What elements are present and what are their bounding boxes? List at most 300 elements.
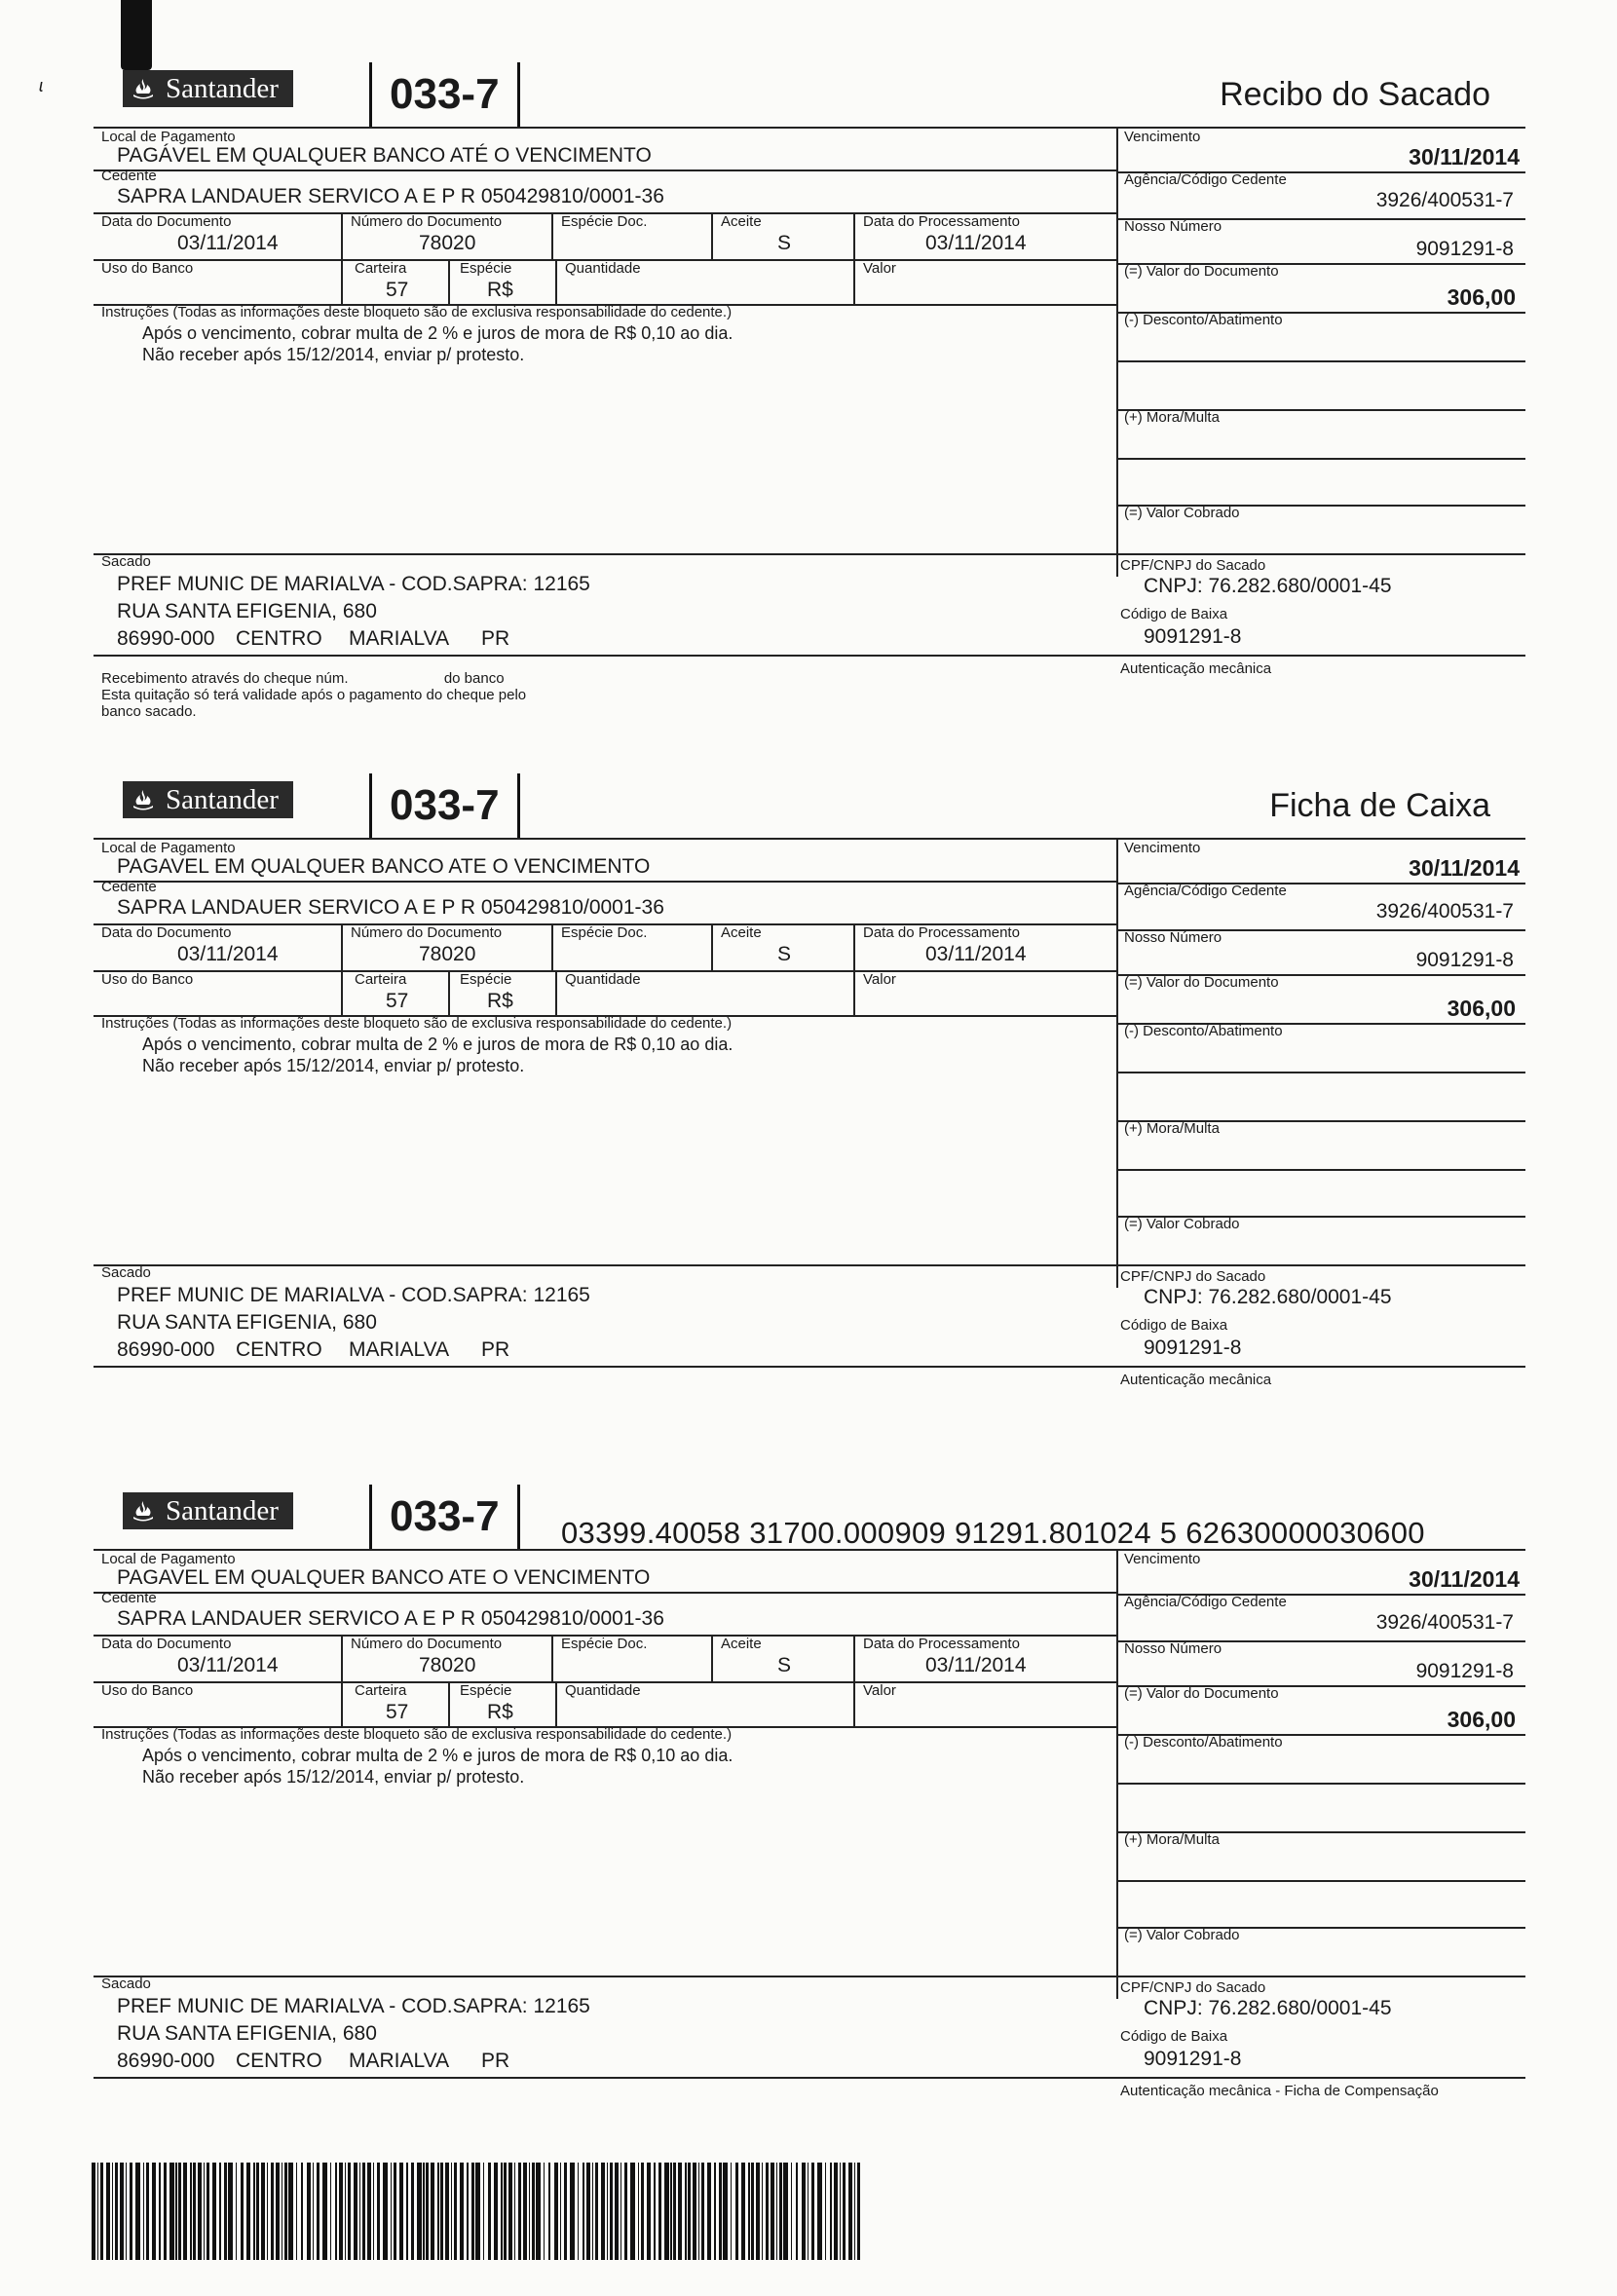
label-valor-documento: (=) Valor do Documento xyxy=(1124,263,1279,280)
barcode-bar xyxy=(383,2163,387,2260)
cedente: SAPRA LANDAUER SERVICO A E P R 050429810/0001-36 xyxy=(117,1607,664,1630)
label-local-pagamento: Local de Pagamento xyxy=(101,129,236,145)
barcode-bar xyxy=(748,2163,749,2260)
barcode-bar xyxy=(857,2163,860,2260)
data-documento: 03/11/2014 xyxy=(177,1654,279,1676)
barcode-bar xyxy=(766,2163,769,2260)
label-codigo-baixa: Código de Baixa xyxy=(1120,2028,1228,2045)
label-cpf-cnpj: CPF/CNPJ do Sacado xyxy=(1120,1268,1266,1285)
codigo-baixa: 9091291-8 xyxy=(1144,625,1242,648)
barcode-bar xyxy=(693,2163,696,2260)
barcode-bar xyxy=(664,2163,668,2260)
barcode-bar xyxy=(198,2163,202,2260)
barcode-bar xyxy=(658,2163,661,2260)
nosso-numero: 9091291-8 xyxy=(1415,1660,1514,1682)
barcode-bar xyxy=(296,2163,297,2260)
label-vencimento: Vencimento xyxy=(1124,840,1201,856)
barcode-bar xyxy=(224,2163,227,2260)
barcode-bar xyxy=(106,2163,110,2260)
label-aceite: Aceite xyxy=(721,1636,762,1652)
label-quantidade: Quantidade xyxy=(565,1682,641,1699)
barcode-bar xyxy=(236,2163,237,2260)
barcode-bar xyxy=(483,2163,484,2260)
barcode-bar xyxy=(159,2163,160,2260)
barcode-bar xyxy=(731,2163,732,2260)
slip-ficha-caixa xyxy=(94,770,1525,1388)
barcode-bar xyxy=(219,2163,220,2260)
barcode-bar xyxy=(685,2163,686,2260)
slip-body xyxy=(94,838,1525,1388)
sacado-uf: PR xyxy=(481,2050,510,2072)
nosso-numero: 9091291-8 xyxy=(1415,949,1514,971)
data-processamento: 03/11/2014 xyxy=(925,943,1027,965)
agencia-codigo: 3926/400531-7 xyxy=(1375,189,1514,211)
barcode-bar xyxy=(583,2163,585,2260)
barcode-bar xyxy=(564,2163,567,2260)
barcode-bar xyxy=(391,2163,392,2260)
barcode-bar xyxy=(241,2163,244,2260)
especie: R$ xyxy=(487,990,513,1012)
label-uso-banco: Uso do Banco xyxy=(101,971,194,988)
sacado-cep: 86990-000 xyxy=(117,627,215,650)
barcode-bar xyxy=(840,2163,841,2260)
sacado-nome: PREF MUNIC DE MARIALVA - COD.SAPRA: 12165 xyxy=(117,1284,590,1306)
vencimento: 30/11/2014 xyxy=(1409,144,1520,169)
label-aceite: Aceite xyxy=(721,924,762,941)
barcode-bar xyxy=(698,2163,699,2260)
cnpj: CNPJ: 76.282.680/0001-45 xyxy=(1144,575,1392,597)
cedente: SAPRA LANDAUER SERVICO A E P R 050429810/0001-36 xyxy=(117,896,664,919)
barcode-bar xyxy=(811,2163,814,2260)
barcode-bar xyxy=(529,2163,530,2260)
barcode-bar xyxy=(164,2163,167,2260)
barcode-bar xyxy=(451,2163,452,2260)
sacado-endereco: RUA SANTA EFIGENIA, 680 xyxy=(117,2022,377,2045)
label-especie: Espécie xyxy=(460,260,512,277)
sacado-nome: PREF MUNIC DE MARIALVA - COD.SAPRA: 12165 xyxy=(117,573,590,595)
barcode-bar xyxy=(825,2163,826,2260)
barcode-bar xyxy=(322,2163,326,2260)
barcode-bar xyxy=(204,2163,205,2260)
aceite: S xyxy=(777,1654,792,1676)
barcode-bar xyxy=(362,2163,365,2260)
barcode-bar xyxy=(751,2163,754,2260)
barcode-bar xyxy=(460,2163,464,2260)
logo-text: Santander xyxy=(166,73,279,104)
barcode-bar xyxy=(796,2163,799,2260)
label-valor-documento: (=) Valor do Documento xyxy=(1124,974,1279,991)
agencia-codigo: 3926/400531-7 xyxy=(1375,1611,1514,1634)
barcode-bar xyxy=(115,2163,118,2260)
barcode-bar xyxy=(670,2163,671,2260)
barcode-bar xyxy=(437,2163,438,2260)
label-cedente: Cedente xyxy=(101,879,157,895)
bank-code: 033-7 xyxy=(369,773,520,838)
barcode-bar xyxy=(246,2163,250,2260)
aceite: S xyxy=(777,232,792,254)
sacado-nome: PREF MUNIC DE MARIALVA - COD.SAPRA: 12165 xyxy=(117,1995,590,2017)
barcode-bar xyxy=(548,2163,551,2260)
slip-body xyxy=(94,1549,1525,2099)
barcode-bar xyxy=(330,2163,331,2260)
slip-title: Ficha de Caixa xyxy=(1269,787,1490,824)
barcode-bar xyxy=(638,2163,639,2260)
label-carteira: Carteira xyxy=(355,1682,407,1699)
numero-documento: 78020 xyxy=(419,232,476,254)
barcode-bar xyxy=(688,2163,691,2260)
barcode-bar xyxy=(130,2163,132,2260)
instrucao-multa: Após o vencimento, cobrar multa de 2 % e juros de mora de R$ 0,10 ao dia. xyxy=(142,1746,733,1765)
data-documento: 03/11/2014 xyxy=(177,232,279,254)
label-data-documento: Data do Documento xyxy=(101,213,232,230)
sacado-uf: PR xyxy=(481,1338,510,1361)
barcode-bar xyxy=(126,2163,127,2260)
label-data-documento: Data do Documento xyxy=(101,1636,232,1652)
carteira: 57 xyxy=(386,990,409,1012)
cnpj: CNPJ: 76.282.680/0001-45 xyxy=(1144,1286,1392,1308)
slip-header xyxy=(94,58,1525,127)
label-cedente: Cedente xyxy=(101,168,157,184)
barcode-bar xyxy=(271,2163,274,2260)
especie: R$ xyxy=(487,279,513,301)
barcode-bar xyxy=(630,2163,634,2260)
barcode-bar xyxy=(532,2163,535,2260)
barcode-bar xyxy=(454,2163,457,2260)
sacado-cidade: MARIALVA xyxy=(349,1338,450,1361)
barcode-bar xyxy=(830,2163,833,2260)
vencimento: 30/11/2014 xyxy=(1409,1566,1520,1592)
label-nosso-numero: Nosso Número xyxy=(1124,929,1222,946)
barcode-bar xyxy=(175,2163,176,2260)
barcode-bar xyxy=(771,2163,774,2260)
label-data-processamento: Data do Processamento xyxy=(863,924,1020,941)
label-desconto: (-) Desconto/Abatimento xyxy=(1124,1734,1283,1750)
barcode-bar xyxy=(120,2163,124,2260)
label-vencimento: Vencimento xyxy=(1124,129,1201,145)
local-pagamento: PAGAVEL EM QUALQUER BANCO ATE O VENCIMENTO xyxy=(117,1566,651,1589)
barcode-bar xyxy=(146,2163,149,2260)
barcode-bar xyxy=(256,2163,259,2260)
logo-text: Santander xyxy=(166,784,279,815)
label-carteira: Carteira xyxy=(355,971,407,988)
label-valor-cobrado: (=) Valor Cobrado xyxy=(1124,1927,1240,1943)
label-quantidade: Quantidade xyxy=(565,971,641,988)
label-codigo-baixa: Código de Baixa xyxy=(1120,1317,1228,1334)
valor-documento: 306,00 xyxy=(1447,284,1516,310)
barcode-bar xyxy=(354,2163,357,2260)
barcode-bar xyxy=(467,2163,468,2260)
slip-recibo-sacado xyxy=(94,58,1525,677)
label-sacado: Sacado xyxy=(101,553,151,570)
autenticacao-mecanica: Autenticação mecânica - Ficha de Compensação xyxy=(1120,2083,1439,2099)
label-local-pagamento: Local de Pagamento xyxy=(101,840,236,856)
logo-text: Santander xyxy=(166,1495,279,1526)
label-especie: Espécie xyxy=(460,971,512,988)
label-desconto: (-) Desconto/Abatimento xyxy=(1124,312,1283,328)
carteira: 57 xyxy=(386,279,409,301)
label-sacado: Sacado xyxy=(101,1264,151,1281)
label-valor: Valor xyxy=(863,971,896,988)
barcode-bar xyxy=(488,2163,491,2260)
barcode-bar xyxy=(183,2163,187,2260)
barcode-bar xyxy=(475,2163,479,2260)
label-cedente: Cedente xyxy=(101,1590,157,1606)
digitable-line: 03399.40058 31700.000909 91291.801024 5 62630000030600 xyxy=(561,1516,1425,1550)
barcode-bar xyxy=(288,2163,292,2260)
label-data-documento: Data do Documento xyxy=(101,924,232,941)
barcode-bar xyxy=(313,2163,314,2260)
barcode-bar xyxy=(193,2163,196,2260)
label-sacado: Sacado xyxy=(101,1976,151,1992)
barcode-bar xyxy=(411,2163,414,2260)
barcode-bar xyxy=(641,2163,644,2260)
barcode-bar xyxy=(471,2163,474,2260)
barcode-bar xyxy=(307,2163,311,2260)
data-processamento: 03/11/2014 xyxy=(925,1654,1027,1676)
barcode-bar xyxy=(802,2163,806,2260)
local-pagamento: PAGÁVEL EM QUALQUER BANCO ATÉ O VENCIMENTO xyxy=(117,144,652,167)
barcode-bar xyxy=(518,2163,521,2260)
receipt-note xyxy=(101,670,526,720)
barcode-bar xyxy=(570,2163,574,2260)
carteira: 57 xyxy=(386,1701,409,1723)
barcode-bar xyxy=(654,2163,655,2260)
label-uso-banco: Uso do Banco xyxy=(101,260,194,277)
cedente: SAPRA LANDAUER SERVICO A E P R 050429810/0001-36 xyxy=(117,185,664,207)
barcode-bar xyxy=(501,2163,502,2260)
barcode-bar xyxy=(843,2163,846,2260)
barcode-bar xyxy=(848,2163,852,2260)
barcode-bar xyxy=(284,2163,287,2260)
autenticacao-mecanica: Autenticação mecânica xyxy=(1120,660,1272,677)
label-mora-multa: (+) Mora/Multa xyxy=(1124,1120,1220,1137)
barcode-bar xyxy=(494,2163,498,2260)
label-codigo-baixa: Código de Baixa xyxy=(1120,606,1228,622)
sacado-endereco: RUA SANTA EFIGENIA, 680 xyxy=(117,600,377,622)
local-pagamento: PAGAVEL EM QUALQUER BANCO ATE O VENCIMENTO xyxy=(117,855,651,878)
scan-tick-mark: ɩ xyxy=(39,76,43,95)
codigo-baixa: 9091291-8 xyxy=(1144,2048,1242,2070)
sacado-uf: PR xyxy=(481,627,510,650)
sacado-cidade: MARIALVA xyxy=(349,627,450,650)
barcode-bar xyxy=(508,2163,512,2260)
barcode-bar xyxy=(377,2163,380,2260)
instrucao-multa: Após o vencimento, cobrar multa de 2 % e juros de mora de R$ 0,10 ao dia. xyxy=(142,323,733,343)
valor-documento: 306,00 xyxy=(1447,1707,1516,1732)
barcode-bar xyxy=(406,2163,407,2260)
barcode-bar xyxy=(426,2163,429,2260)
sacado-bairro: CENTRO xyxy=(236,2050,322,2072)
instrucao-protesto: Não receber após 15/12/2014, enviar p/ protesto. xyxy=(142,345,525,364)
barcode-bar xyxy=(834,2163,838,2260)
barcode-bar xyxy=(92,2163,95,2260)
barcode-bar xyxy=(615,2163,619,2260)
barcode-bar xyxy=(776,2163,777,2260)
slip-ficha-compensacao xyxy=(94,1481,1525,2099)
barcode-bar xyxy=(445,2163,449,2260)
santander-logo xyxy=(123,70,293,107)
barcode-bar xyxy=(592,2163,593,2260)
santander-flame-icon xyxy=(132,1500,155,1522)
label-especie: Espécie xyxy=(460,1682,512,1699)
barcode-bar xyxy=(317,2163,320,2260)
barcode-bar xyxy=(647,2163,651,2260)
label-aceite: Aceite xyxy=(721,213,762,230)
santander-flame-icon xyxy=(132,78,155,99)
barcode-bar xyxy=(228,2163,232,2260)
barcode-bar xyxy=(423,2163,424,2260)
barcode-bar xyxy=(719,2163,722,2260)
barcode-bar xyxy=(267,2163,268,2260)
santander-logo xyxy=(123,781,293,818)
label-agencia-codigo: Agência/Código Cedente xyxy=(1124,171,1287,188)
label-agencia-codigo: Agência/Código Cedente xyxy=(1124,1594,1287,1610)
sacado-cidade: MARIALVA xyxy=(349,2050,450,2072)
barcode-bar xyxy=(212,2163,216,2260)
label-data-processamento: Data do Processamento xyxy=(863,213,1020,230)
barcode-bar xyxy=(135,2163,139,2260)
barcode-bar xyxy=(701,2163,704,2260)
slip-header xyxy=(94,770,1525,838)
receipt-note-banco-sacado: banco sacado. xyxy=(101,703,197,720)
barcode-bar xyxy=(348,2163,351,2260)
codigo-baixa: 9091291-8 xyxy=(1144,1336,1242,1359)
barcode-bar xyxy=(431,2163,434,2260)
barcode-bar xyxy=(762,2163,763,2260)
label-numero-documento: Número do Documento xyxy=(351,924,503,941)
especie: R$ xyxy=(487,1701,513,1723)
receipt-note-validade: Esta quitação só terá validade após o pagamento do cheque pelo xyxy=(101,687,527,703)
barcode-bar xyxy=(783,2163,787,2260)
barcode-bar xyxy=(523,2163,527,2260)
agencia-codigo: 3926/400531-7 xyxy=(1375,900,1514,922)
barcode-bar xyxy=(723,2163,727,2260)
barcode-bar xyxy=(394,2163,396,2260)
santander-logo xyxy=(123,1492,293,1529)
cnpj: CNPJ: 76.282.680/0001-45 xyxy=(1144,1997,1392,2019)
label-mora-multa: (+) Mora/Multa xyxy=(1124,409,1220,426)
barcode-bar xyxy=(100,2163,103,2260)
numero-documento: 78020 xyxy=(419,943,476,965)
label-cpf-cnpj: CPF/CNPJ do Sacado xyxy=(1120,1979,1266,1996)
barcode-bar xyxy=(779,2163,782,2260)
barcode-bar xyxy=(854,2163,855,2260)
barcode-bar xyxy=(335,2163,338,2260)
receipt-note-cheque: Recebimento através do cheque núm. xyxy=(101,670,349,687)
barcode-bar xyxy=(440,2163,443,2260)
label-valor-cobrado: (=) Valor Cobrado xyxy=(1124,1216,1240,1232)
instrucao-protesto: Não receber após 15/12/2014, enviar p/ protesto. xyxy=(142,1056,525,1075)
sacado-cep: 86990-000 xyxy=(117,2050,215,2072)
barcode-bar xyxy=(367,2163,371,2260)
barcode-bar xyxy=(143,2163,144,2260)
barcode-bar xyxy=(399,2163,403,2260)
barcode-bar xyxy=(253,2163,254,2260)
label-especie-doc: Espécie Doc. xyxy=(561,924,648,941)
barcode-bar xyxy=(339,2163,343,2260)
slip-title: Recibo do Sacado xyxy=(1220,76,1490,113)
barcode-bar xyxy=(620,2163,621,2260)
label-numero-documento: Número do Documento xyxy=(351,213,503,230)
barcode-bar xyxy=(276,2163,280,2260)
slip-body xyxy=(94,127,1525,677)
label-vencimento: Vencimento xyxy=(1124,1551,1201,1567)
autenticacao-mecanica: Autenticação mecânica xyxy=(1120,1372,1272,1388)
barcode-bar xyxy=(544,2163,545,2260)
sacado-bairro: CENTRO xyxy=(236,1338,322,1361)
barcode-bar xyxy=(190,2163,191,2260)
aceite: S xyxy=(777,943,792,965)
barcode-bar xyxy=(504,2163,507,2260)
instrucao-multa: Após o vencimento, cobrar multa de 2 % e juros de mora de R$ 0,10 ao dia. xyxy=(142,1035,733,1054)
barcode-bar xyxy=(554,2163,558,2260)
barcode-bar xyxy=(261,2163,265,2260)
barcode-bar xyxy=(610,2163,613,2260)
barcode-bar xyxy=(707,2163,711,2260)
receipt-note-banco: do banco xyxy=(443,670,505,687)
label-agencia-codigo: Agência/Código Cedente xyxy=(1124,883,1287,899)
label-data-processamento: Data do Processamento xyxy=(863,1636,1020,1652)
label-especie-doc: Espécie Doc. xyxy=(561,213,648,230)
barcode-bar xyxy=(514,2163,515,2260)
barcode-bar xyxy=(756,2163,760,2260)
barcode-bar xyxy=(678,2163,682,2260)
barcode-bar xyxy=(595,2163,598,2260)
barcode-bar xyxy=(112,2163,113,2260)
barcode-bar xyxy=(586,2163,590,2260)
nosso-numero: 9091291-8 xyxy=(1415,238,1514,260)
barcode-bar xyxy=(673,2163,676,2260)
label-instrucoes: Instruções (Todas as informações deste bloqueto são de exclusiva responsabilidade do cedente.) xyxy=(101,1726,733,1743)
barcode-bar xyxy=(178,2163,181,2260)
barcode-bar xyxy=(169,2163,173,2260)
bank-code: 033-7 xyxy=(369,62,520,127)
barcode-bar xyxy=(152,2163,156,2260)
label-nosso-numero: Nosso Número xyxy=(1124,218,1222,235)
valor-documento: 306,00 xyxy=(1447,996,1516,1021)
barcode-bar xyxy=(536,2163,540,2260)
sacado-cep: 86990-000 xyxy=(117,1338,215,1361)
santander-flame-icon xyxy=(132,789,155,810)
numero-documento: 78020 xyxy=(419,1654,476,1676)
label-nosso-numero: Nosso Número xyxy=(1124,1640,1222,1657)
barcode-bar xyxy=(417,2163,421,2260)
label-quantidade: Quantidade xyxy=(565,260,641,277)
label-valor: Valor xyxy=(863,1682,896,1699)
barcode-bar xyxy=(741,2163,745,2260)
barcode-bar xyxy=(791,2163,792,2260)
sacado-endereco: RUA SANTA EFIGENIA, 680 xyxy=(117,1311,377,1334)
barcode-bar xyxy=(373,2163,374,2260)
instrucao-protesto: Não receber após 15/12/2014, enviar p/ protesto. xyxy=(142,1767,525,1787)
barcode-bar xyxy=(345,2163,346,2260)
barcode-bar xyxy=(301,2163,304,2260)
label-especie-doc: Espécie Doc. xyxy=(561,1636,648,1652)
label-valor-documento: (=) Valor do Documento xyxy=(1124,1685,1279,1702)
label-numero-documento: Número do Documento xyxy=(351,1636,503,1652)
barcode-bar xyxy=(560,2163,561,2260)
label-valor: Valor xyxy=(863,260,896,277)
barcode xyxy=(92,2163,861,2260)
barcode-bar xyxy=(207,2163,209,2260)
sacado-bairro: CENTRO xyxy=(236,627,322,650)
vencimento: 30/11/2014 xyxy=(1409,855,1520,881)
barcode-bar xyxy=(97,2163,98,2260)
label-desconto: (-) Desconto/Abatimento xyxy=(1124,1023,1283,1039)
barcode-bar xyxy=(714,2163,715,2260)
barcode-bar xyxy=(735,2163,738,2260)
label-local-pagamento: Local de Pagamento xyxy=(101,1551,236,1567)
